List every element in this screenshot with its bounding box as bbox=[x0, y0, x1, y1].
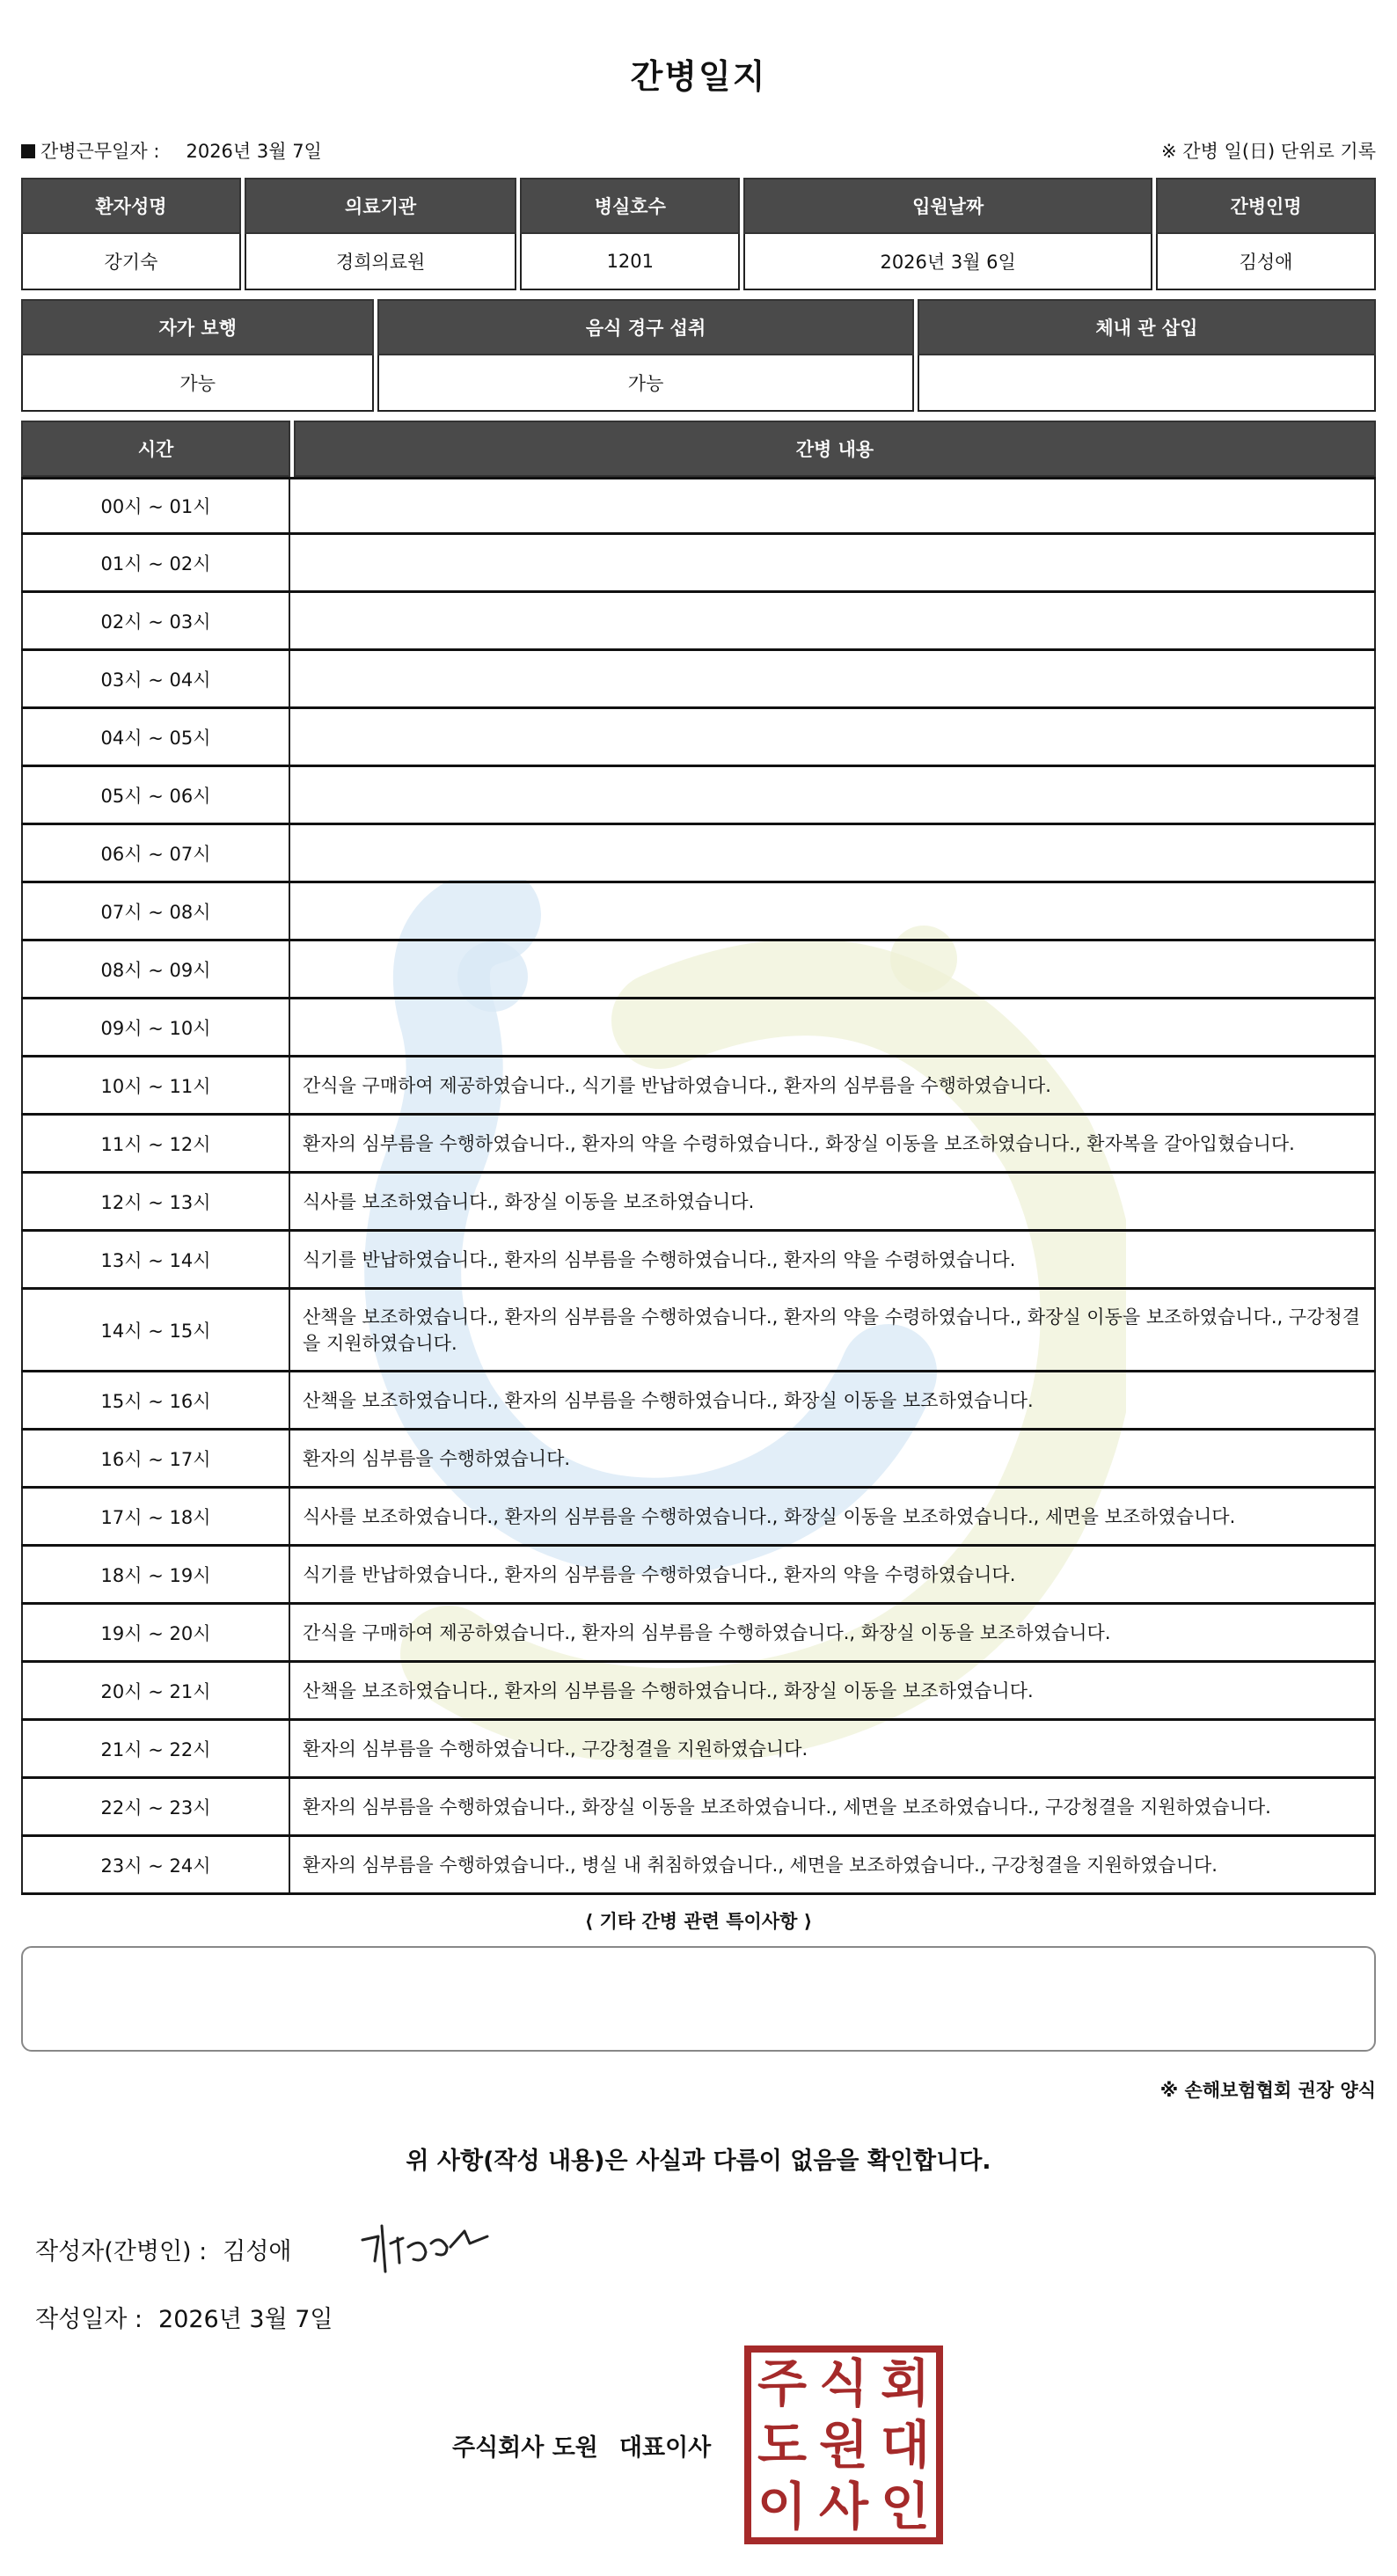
log-note: 간식을 구매하여 제공하였습니다., 식기를 반납하였습니다., 환자의 심부름을 수행하였습니다. bbox=[290, 1057, 1376, 1113]
room-number: 1201 bbox=[520, 234, 740, 290]
log-note: 환자의 심부름을 수행하였습니다., 환자의 약을 수령하였습니다., 화장실 이동을 보조하였습니다., 환자복을 갈아입혔습니다. bbox=[290, 1116, 1376, 1171]
square-bullet-icon bbox=[21, 144, 35, 158]
document-title: 간병일지 bbox=[630, 57, 767, 96]
log-time: 16시 ~ 17시 bbox=[21, 1431, 290, 1486]
log-note bbox=[290, 651, 1376, 706]
log-row bbox=[21, 1663, 1376, 1721]
log-row bbox=[21, 1431, 1376, 1489]
log-note bbox=[290, 941, 1376, 997]
log-time: 05시 ~ 06시 bbox=[21, 767, 290, 823]
log-note: 환자의 심부름을 수행하였습니다., 화장실 이동을 보조하였습니다., 세면을 보조하였습니다., 구강청결을 지원하였습니다. bbox=[290, 1779, 1376, 1834]
log-time: 09시 ~ 10시 bbox=[21, 999, 290, 1055]
log-note: 환자의 심부름을 수행하였습니다., 구강청결을 지원하였습니다. bbox=[290, 1721, 1376, 1776]
log-row bbox=[21, 593, 1376, 651]
log-note bbox=[290, 535, 1376, 590]
care-log-table bbox=[21, 421, 1376, 1895]
log-row bbox=[21, 825, 1376, 883]
log-row bbox=[21, 1489, 1376, 1547]
log-row bbox=[21, 1605, 1376, 1663]
log-row bbox=[21, 767, 1376, 825]
hospital-name: 경희의료원 bbox=[245, 234, 516, 290]
work-date bbox=[21, 137, 322, 164]
log-row bbox=[21, 709, 1376, 767]
log-note bbox=[290, 999, 1376, 1055]
log-note bbox=[290, 883, 1376, 939]
header-self-walking: 자가 보행 bbox=[21, 299, 374, 355]
seal-char: 주 bbox=[757, 2353, 808, 2413]
log-time: 12시 ~ 13시 bbox=[21, 1174, 290, 1229]
log-row bbox=[21, 1174, 1376, 1232]
seal-char: 대 bbox=[880, 2415, 931, 2475]
seal-char: 인 bbox=[880, 2477, 931, 2536]
log-note bbox=[290, 593, 1376, 648]
written-date-line bbox=[35, 2300, 333, 2334]
log-note: 식사를 보조하였습니다., 화장실 이동을 보조하였습니다. bbox=[290, 1174, 1376, 1229]
log-row bbox=[21, 1290, 1376, 1372]
log-time: 10시 ~ 11시 bbox=[21, 1057, 290, 1113]
log-time: 14시 ~ 15시 bbox=[21, 1290, 290, 1370]
log-time: 02시 ~ 03시 bbox=[21, 593, 290, 648]
log-note: 산책을 보조하였습니다., 환자의 심부름을 수행하였습니다., 화장실 이동을 보조하였습니다. bbox=[290, 1663, 1376, 1718]
remarks-box bbox=[21, 1946, 1376, 2052]
log-time: 18시 ~ 19시 bbox=[21, 1547, 290, 1602]
log-note bbox=[290, 709, 1376, 765]
written-date-label: 작성일자 : bbox=[35, 2306, 143, 2333]
log-note: 식기를 반납하였습니다., 환자의 심부름을 수행하였습니다., 환자의 약을 수령하였습니다. bbox=[290, 1232, 1376, 1287]
header-oral-intake: 음식 경구 섭취 bbox=[377, 299, 913, 355]
log-row bbox=[21, 535, 1376, 593]
seal-char: 도 bbox=[757, 2415, 808, 2475]
log-time: 13시 ~ 14시 bbox=[21, 1232, 290, 1287]
log-note: 식사를 보조하였습니다., 환자의 심부름을 수행하였습니다., 화장실 이동을 보조하였습니다., 세면을 보조하였습니다. bbox=[290, 1489, 1376, 1544]
caregiver-name: 김성애 bbox=[1156, 234, 1376, 290]
log-time: 07시 ~ 08시 bbox=[21, 883, 290, 939]
company-name: 주식회사 도원 bbox=[452, 2434, 598, 2462]
log-row bbox=[21, 941, 1376, 999]
log-note bbox=[290, 479, 1376, 532]
header-time: 시간 bbox=[21, 421, 290, 477]
patient-name: 강기숙 bbox=[21, 234, 241, 290]
log-time: 21시 ~ 22시 bbox=[21, 1721, 290, 1776]
log-row bbox=[21, 1372, 1376, 1431]
work-date-value: 2026년 3월 7일 bbox=[186, 141, 322, 162]
meta-row bbox=[21, 137, 1376, 164]
log-time: 19시 ~ 20시 bbox=[21, 1605, 290, 1660]
log-note bbox=[290, 825, 1376, 881]
log-note: 산책을 보조하였습니다., 환자의 심부름을 수행하였습니다., 환자의 약을 수령하였습니다., 화장실 이동을 보조하였습니다., 구강청결을 지원하였습니다. bbox=[290, 1290, 1376, 1370]
log-time: 23시 ~ 24시 bbox=[21, 1837, 290, 1892]
log-time: 08시 ~ 09시 bbox=[21, 941, 290, 997]
seal-char: 회 bbox=[880, 2353, 931, 2413]
log-row bbox=[21, 1057, 1376, 1116]
log-note: 산책을 보조하였습니다., 환자의 심부름을 수행하였습니다., 화장실 이동을 보조하였습니다. bbox=[290, 1372, 1376, 1428]
header-room: 병실호수 bbox=[520, 178, 740, 234]
header-caregiver-name: 간병인명 bbox=[1156, 178, 1376, 234]
log-time: 20시 ~ 21시 bbox=[21, 1663, 290, 1718]
confirmation-statement: 위 사항(작성 내용)은 사실과 다름이 없음을 확인합니다. bbox=[406, 2148, 991, 2175]
tube-insertion-value bbox=[918, 355, 1376, 412]
log-time: 06시 ~ 07시 bbox=[21, 825, 290, 881]
log-row bbox=[21, 1721, 1376, 1779]
log-row bbox=[21, 477, 1376, 535]
unit-note: ※ 간병 일(日) 단위로 기록 bbox=[1161, 141, 1376, 162]
log-time: 11시 ~ 12시 bbox=[21, 1116, 290, 1171]
remarks-title: ⟨ 기타 간병 관련 특이사항 ⟩ bbox=[584, 1911, 813, 1932]
log-row bbox=[21, 883, 1376, 941]
log-note: 환자의 심부름을 수행하였습니다. bbox=[290, 1431, 1376, 1486]
log-row bbox=[21, 1232, 1376, 1290]
log-time: 15시 ~ 16시 bbox=[21, 1372, 290, 1428]
header-hospital: 의료기관 bbox=[245, 178, 516, 234]
log-note: 식기를 반납하였습니다., 환자의 심부름을 수행하였습니다., 환자의 약을 수령하였습니다. bbox=[290, 1547, 1376, 1602]
log-time: 00시 ~ 01시 bbox=[21, 479, 290, 532]
care-log-body bbox=[21, 477, 1376, 1895]
header-tube-insertion: 체내 관 삽입 bbox=[918, 299, 1376, 355]
header-admission-date: 입원날짜 bbox=[743, 178, 1152, 234]
patient-status-table bbox=[18, 299, 1379, 412]
company-seal-stamp bbox=[744, 2345, 943, 2544]
self-walking-value: 가능 bbox=[21, 355, 374, 412]
log-note bbox=[290, 767, 1376, 823]
seal-char: 원 bbox=[818, 2415, 869, 2475]
log-time: 17시 ~ 18시 bbox=[21, 1489, 290, 1544]
recommended-form-note: ※ 손해보험협회 권장 양식 bbox=[1159, 2080, 1376, 2101]
log-row bbox=[21, 999, 1376, 1057]
seal-char: 사 bbox=[818, 2477, 869, 2536]
log-row bbox=[21, 1837, 1376, 1895]
header-patient-name: 환자성명 bbox=[21, 178, 241, 234]
writer-line bbox=[35, 2232, 292, 2266]
handwritten-signature bbox=[355, 2217, 496, 2279]
log-time: 22시 ~ 23시 bbox=[21, 1779, 290, 1834]
company-line bbox=[452, 2428, 711, 2463]
company-representative: 대표이사 bbox=[618, 2434, 712, 2462]
patient-info-table bbox=[18, 178, 1379, 290]
log-time: 01시 ~ 02시 bbox=[21, 535, 290, 590]
admission-date: 2026년 3월 6일 bbox=[743, 234, 1152, 290]
header-care-content: 간병 내용 bbox=[294, 421, 1376, 477]
written-date-value: 2026년 3월 7일 bbox=[158, 2306, 333, 2333]
log-row bbox=[21, 651, 1376, 709]
work-date-label: 간병근무일자 : bbox=[40, 141, 160, 162]
oral-intake-value: 가능 bbox=[377, 355, 913, 412]
log-row bbox=[21, 1779, 1376, 1837]
log-time: 03시 ~ 04시 bbox=[21, 651, 290, 706]
log-note: 간식을 구매하여 제공하였습니다., 환자의 심부름을 수행하였습니다., 화장실 이동을 보조하였습니다. bbox=[290, 1605, 1376, 1660]
log-row bbox=[21, 1547, 1376, 1605]
log-note: 환자의 심부름을 수행하였습니다., 병실 내 취침하였습니다., 세면을 보조하였습니다., 구강청결을 지원하였습니다. bbox=[290, 1837, 1376, 1892]
care-log-header bbox=[21, 421, 1376, 477]
writer-label: 작성자(간병인) : bbox=[35, 2238, 208, 2265]
seal-char: 이 bbox=[757, 2477, 808, 2536]
seal-char: 식 bbox=[818, 2353, 869, 2413]
log-row bbox=[21, 1116, 1376, 1174]
writer-name: 김성애 bbox=[223, 2238, 292, 2265]
log-time: 04시 ~ 05시 bbox=[21, 709, 290, 765]
